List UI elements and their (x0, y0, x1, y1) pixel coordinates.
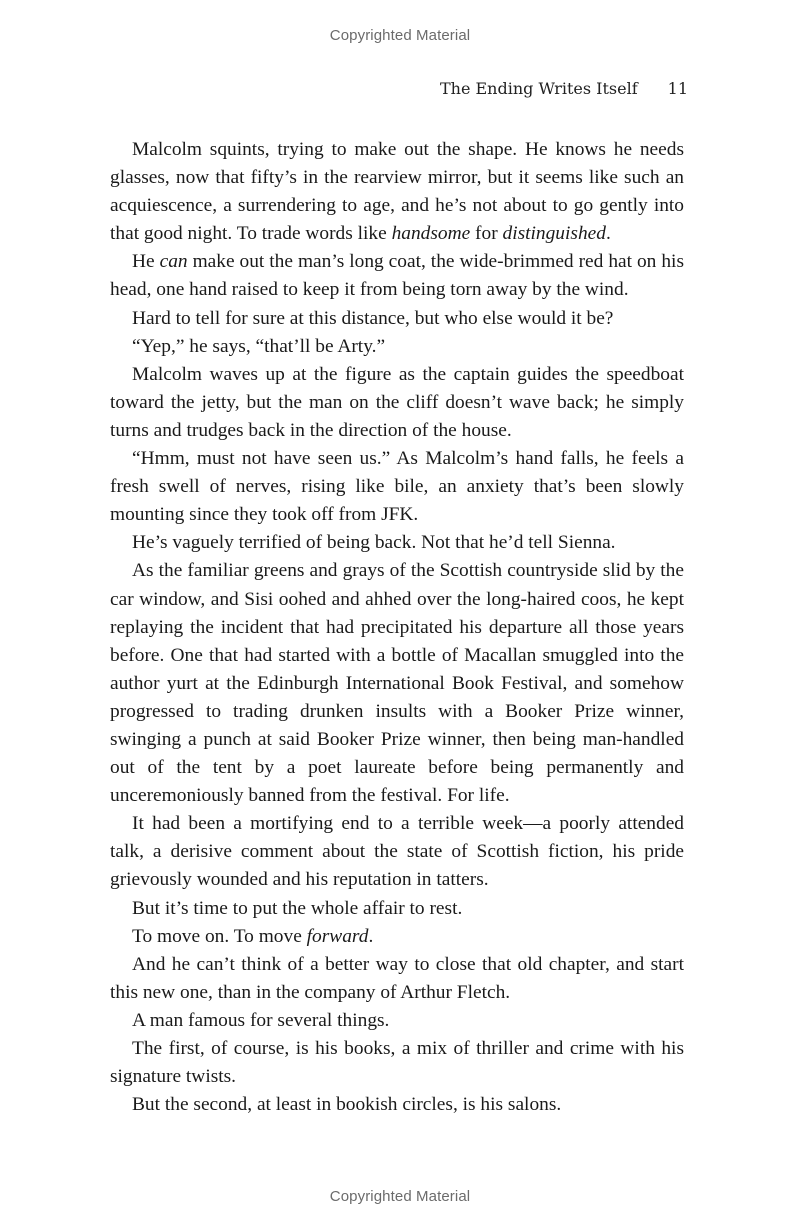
paragraph (110, 529, 684, 557)
italic-text: distinguished (502, 223, 606, 245)
text-run: He (132, 251, 160, 273)
text-run: A man famous for several things. (132, 1009, 390, 1031)
text-run: . (605, 223, 611, 245)
text-run: Hard to tell for sure at this distance, but who else would it be? (132, 307, 614, 329)
italic-text: can (159, 251, 188, 273)
text-run: The first, of course, is his books, a mix of thriller and crime with his signature twists. (110, 1038, 684, 1088)
text-run: “Hmm, must not have seen us.” As Malcolm’s hand falls, he feels a fresh swell of nerves, rising like bile, an anxiety that’s been slowly mounting since they took off from JFK. (110, 448, 684, 526)
paragraph (110, 1035, 684, 1091)
copyright-watermark-top: Copyrighted Material (329, 27, 471, 44)
text-run: “Yep,” he says, “that’ll be Arty.” (132, 335, 386, 357)
paragraph (110, 445, 684, 529)
paragraph (110, 895, 684, 923)
paragraph (110, 136, 684, 248)
text-run: He’s vaguely terrified of being back. Not that he’d tell Sienna. (132, 532, 616, 554)
text-run: Malcolm waves up at the figure as the captain guides the speedboat toward the jetty, but the man on the cliff doesn’t wave back; he simply turns and trudges back in the direction of the house. (110, 363, 684, 441)
book-title: The Ending Writes Itself (439, 79, 638, 98)
paragraph (110, 557, 684, 810)
paragraph (110, 810, 684, 894)
italic-text: forward (306, 925, 369, 947)
paragraph (110, 1007, 684, 1035)
paragraph (110, 951, 684, 1007)
paragraph (110, 923, 684, 951)
paragraph (110, 305, 684, 333)
text-run: But the second, at least in bookish circles, is his salons. (132, 1094, 562, 1116)
text-run: . (368, 925, 374, 947)
text-run: To move on. To move (132, 925, 307, 947)
running-head (0, 79, 688, 98)
paragraph (110, 248, 684, 304)
text-run: And he can’t think of a better way to close that old chapter, and start this new one, than in the company of Arthur Fletch. (110, 953, 684, 1003)
paragraph (110, 1091, 684, 1119)
text-run: make out the man’s long coat, the wide-brimmed red hat on his head, one hand raised to keep it from being torn away by the wind. (110, 251, 684, 301)
text-run: for (470, 223, 503, 245)
text-run: As the familiar greens and grays of the Scottish countryside slid by the car window, and Sisi oohed and ahhed over the long-haired coos, he kept replaying the incident that had precipitated his departure all those years before. One that had started with a bottle of Macallan smuggled into the author yurt at the Edinburgh International Book Festival, and somehow progressed to trading drunken insults with a Booker Prize winner, swinging a punch at said Booker Prize winner, then being man-handled out of the tent by a poet laureate before being permanently and unceremoniously banned from the festival. For life. (110, 560, 684, 807)
text-run: It had been a mortifying end to a terrible week—a poorly attended talk, a derisive comment about the state of Scottish fiction, his pride grievously wounded and his reputation in tatters. (110, 813, 684, 891)
italic-text: handsome (391, 223, 471, 245)
text-run: But it’s time to put the whole affair to rest. (132, 897, 463, 919)
page-number: 11 (667, 79, 688, 98)
paragraph (110, 333, 684, 361)
copyright-watermark-bottom: Copyrighted Material (329, 1188, 471, 1205)
body-text (110, 136, 684, 1119)
paragraph (110, 361, 684, 445)
text-run: Malcolm squints, trying to make out the shape. He knows he needs glasses, now that fifty’s in the rearview mirror, but it seems like such an acquiescence, a surrendering to age, and he’s not about to go gently into that good night. To trade words like (110, 139, 684, 245)
